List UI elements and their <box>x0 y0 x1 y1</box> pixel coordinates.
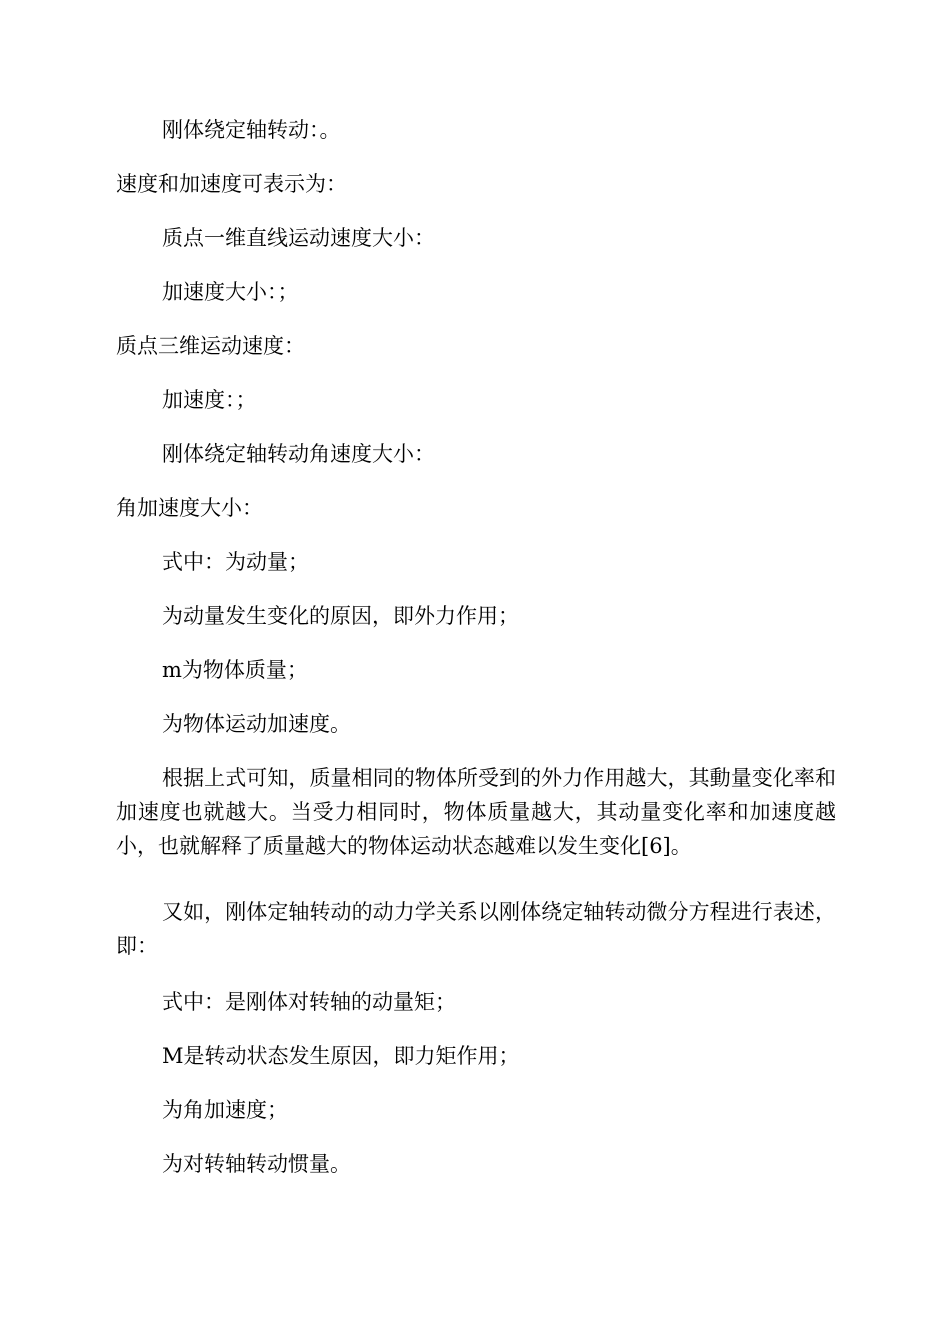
paragraph-external-force: 为动量发生变化的原因，即外力作用； <box>162 604 519 628</box>
paragraph-acceleration-definition: 为物体运动加速度。 <box>162 712 351 736</box>
paragraph-rotation-dynamics: 又如，刚体定轴转动的动力学关系以刚体绕定轴转动微分方程进行表述，即： <box>116 900 836 958</box>
paragraph-torque: M是转动状态发生原因，即力矩作用； <box>162 1044 520 1068</box>
paragraph-1d-acceleration: 加速度大小：； <box>162 280 299 304</box>
paragraph-1d-velocity: 质点一维直线运动速度大小： <box>162 226 435 250</box>
paragraph-momentum-definition: 式中：为动量； <box>162 550 309 574</box>
paragraph-angular-acceleration: 角加速度大小： <box>116 496 263 520</box>
paragraph-angular-acceleration-definition: 为角加速度； <box>162 1098 288 1122</box>
paragraph-moment-of-inertia: 为对转轴转动惯量。 <box>162 1152 351 1176</box>
paragraph-rigid-body-rotation: 刚体绕定轴转动：。 <box>162 118 341 142</box>
paragraph-velocity-acceleration-intro: 速度和加速度可表示为： <box>116 172 347 196</box>
paragraph-3d-acceleration: 加速度：； <box>162 388 257 412</box>
paragraph-angular-momentum: 式中：是刚体对转轴的动量矩； <box>162 990 456 1014</box>
paragraph-angular-velocity: 刚体绕定轴转动角速度大小： <box>162 442 435 466</box>
paragraph-3d-velocity: 质点三维运动速度： <box>116 334 305 358</box>
paragraph-conclusion: 根据上式可知，质量相同的物体所受到的外力作用越大，其動量变化率和加速度也就越大。当受力相同时，物体质量越大，其动量变化率和加速度越小，也就解释了质量越大的物体运动状态越难以发生变化[6]。 <box>116 766 836 858</box>
paragraph-mass: m为物体质量； <box>162 658 308 682</box>
